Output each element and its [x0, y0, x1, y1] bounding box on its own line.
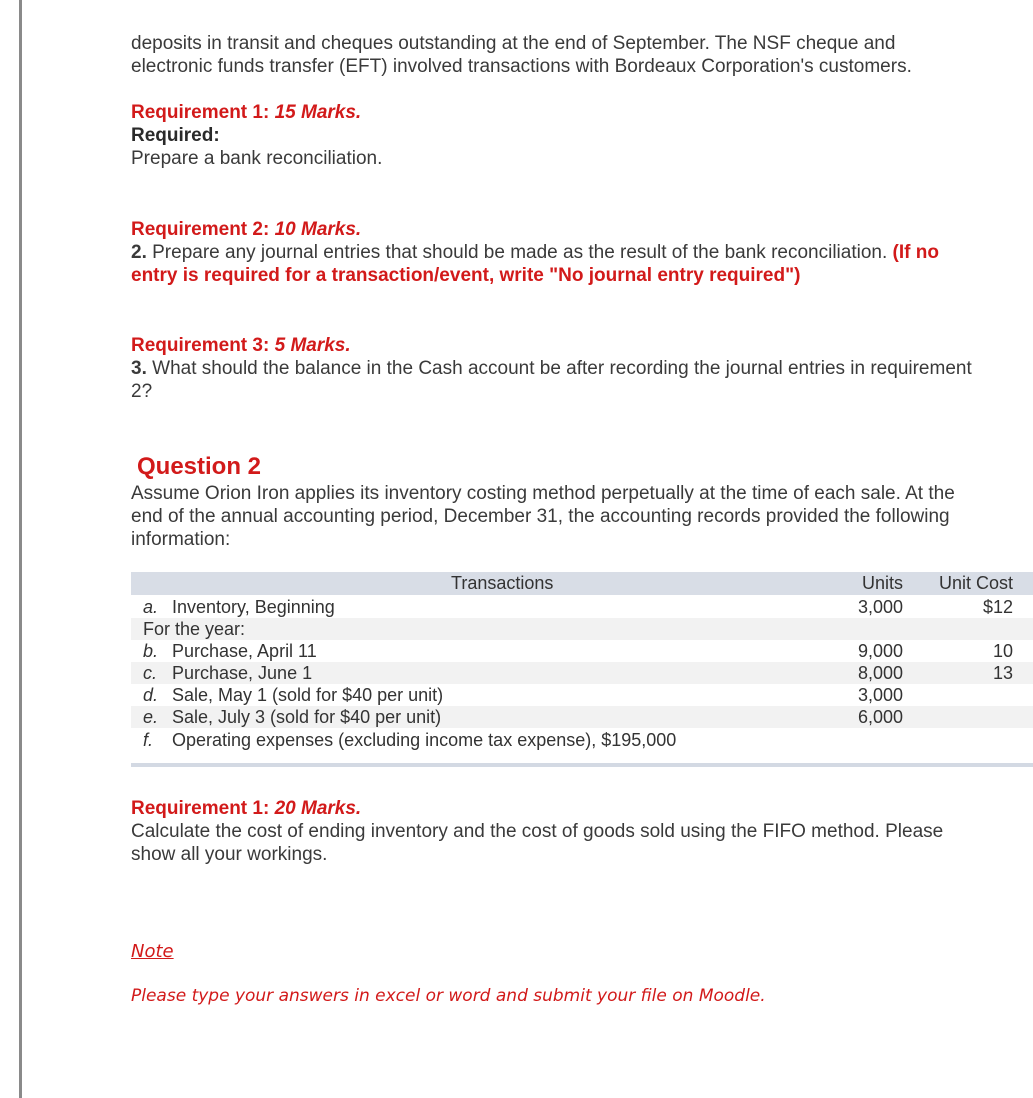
row-units: 3,000	[857, 685, 903, 705]
required-label: Required:	[131, 125, 220, 146]
requirement-heading	[131, 797, 1027, 820]
requirement-text	[131, 241, 1027, 264]
requirement-label: Requirement 2:	[131, 219, 270, 240]
item-text: Prepare any journal entries that should be made as the result of the bank reconciliation.	[146, 242, 893, 263]
table-row	[131, 684, 1033, 706]
requirement-text: Prepare a bank reconciliation.	[131, 148, 383, 169]
requirement-heading	[131, 334, 1027, 357]
table-row	[131, 729, 1033, 751]
row-description: Operating expenses (excluding income tax expense), $195,000	[172, 730, 677, 750]
note-title: Note	[131, 941, 174, 962]
intro-paragraph	[131, 32, 1027, 78]
requirement-text	[131, 357, 1027, 380]
row-units: 3,000	[857, 597, 903, 617]
requirement-marks: 5 Marks.	[274, 335, 351, 356]
requirement-heading	[131, 218, 1027, 241]
row-description: Sale, July 3 (sold for $40 per unit)	[172, 707, 442, 727]
table-bottom-border	[131, 763, 1033, 767]
table-header-row	[131, 572, 1033, 595]
intro-line-2: electronic funds transfer (EFT) involved transactions with Bordeaux Corporation's customers.	[131, 56, 912, 77]
requirement-label: Requirement 3:	[131, 335, 270, 356]
requirement-text-line-2: show all your workings.	[131, 844, 328, 865]
row-units: 9,000	[857, 641, 903, 661]
row-description: Sale, May 1 (sold for $40 per unit)	[172, 685, 444, 705]
requirement-label: Requirement 1:	[131, 798, 270, 819]
requirement-text-line-1: Calculate the cost of ending inventory and the cost of goods sold using the FIFO method. Please	[131, 821, 944, 842]
instruction-note-cont: entry is required for a transaction/event, write "No journal entry required")	[131, 265, 801, 286]
requirement-heading	[131, 101, 1027, 124]
row-description: Purchase, April 11	[172, 641, 317, 661]
requirement-label: Requirement 1:	[131, 102, 270, 123]
question-2-title: Question 2	[137, 453, 262, 480]
row-units: 6,000	[857, 707, 903, 727]
requirement-marks: 20 Marks.	[274, 798, 362, 819]
note-message: Please type your answers in excel or word and submit your file on Moodle.	[131, 986, 766, 1006]
requirement-marks: 10 Marks.	[274, 219, 362, 240]
requirement-marks: 15 Marks.	[274, 102, 362, 123]
row-description: Purchase, June 1	[172, 663, 313, 683]
instruction-note: (If no	[892, 242, 939, 263]
row-description: For the year:	[143, 619, 246, 639]
table-row	[131, 662, 1033, 684]
table-row	[131, 596, 1033, 618]
intro-line-1: deposits in transit and cheques outstanding at the end of September. The NSF cheque and	[131, 33, 896, 54]
table-row	[131, 640, 1033, 662]
q2-intro-line-3: information:	[131, 529, 231, 550]
row-unit-cost: $12	[982, 597, 1013, 617]
q2-requirement-1	[131, 797, 1027, 866]
table-row	[131, 706, 1033, 728]
item-number: 3.	[131, 358, 147, 379]
q1-requirement-1	[131, 101, 1027, 170]
left-border-rule	[19, 0, 22, 1098]
q2-intro-line-2: end of the annual accounting period, December 31, the accounting records provided the following	[131, 506, 950, 527]
row-description: Inventory, Beginning	[172, 597, 335, 617]
q1-requirement-2	[131, 218, 1027, 287]
q1-requirement-3	[131, 334, 1027, 403]
header-units: Units	[861, 573, 903, 593]
header-transactions: Transactions	[451, 573, 554, 593]
row-letter: f.	[143, 730, 154, 750]
row-letter: b.	[143, 641, 159, 661]
question-2-intro	[131, 482, 1027, 551]
row-units: 8,000	[857, 663, 903, 683]
row-letter: e.	[143, 707, 159, 727]
row-unit-cost: 13	[992, 663, 1013, 683]
requirement-text-cont: 2?	[131, 381, 153, 402]
item-number: 2.	[131, 242, 147, 263]
row-unit-cost: 10	[992, 641, 1013, 661]
header-unit-cost: Unit Cost	[938, 573, 1013, 593]
q2-intro-line-1: Assume Orion Iron applies its inventory costing method perpetually at the time of each sale. At the	[131, 483, 955, 504]
table-row	[131, 618, 1033, 640]
item-text: What should the balance in the Cash account be after recording the journal entries in requirement	[146, 358, 972, 379]
row-letter: a.	[143, 597, 159, 617]
row-letter: d.	[143, 685, 159, 705]
row-letter: c.	[143, 663, 158, 683]
